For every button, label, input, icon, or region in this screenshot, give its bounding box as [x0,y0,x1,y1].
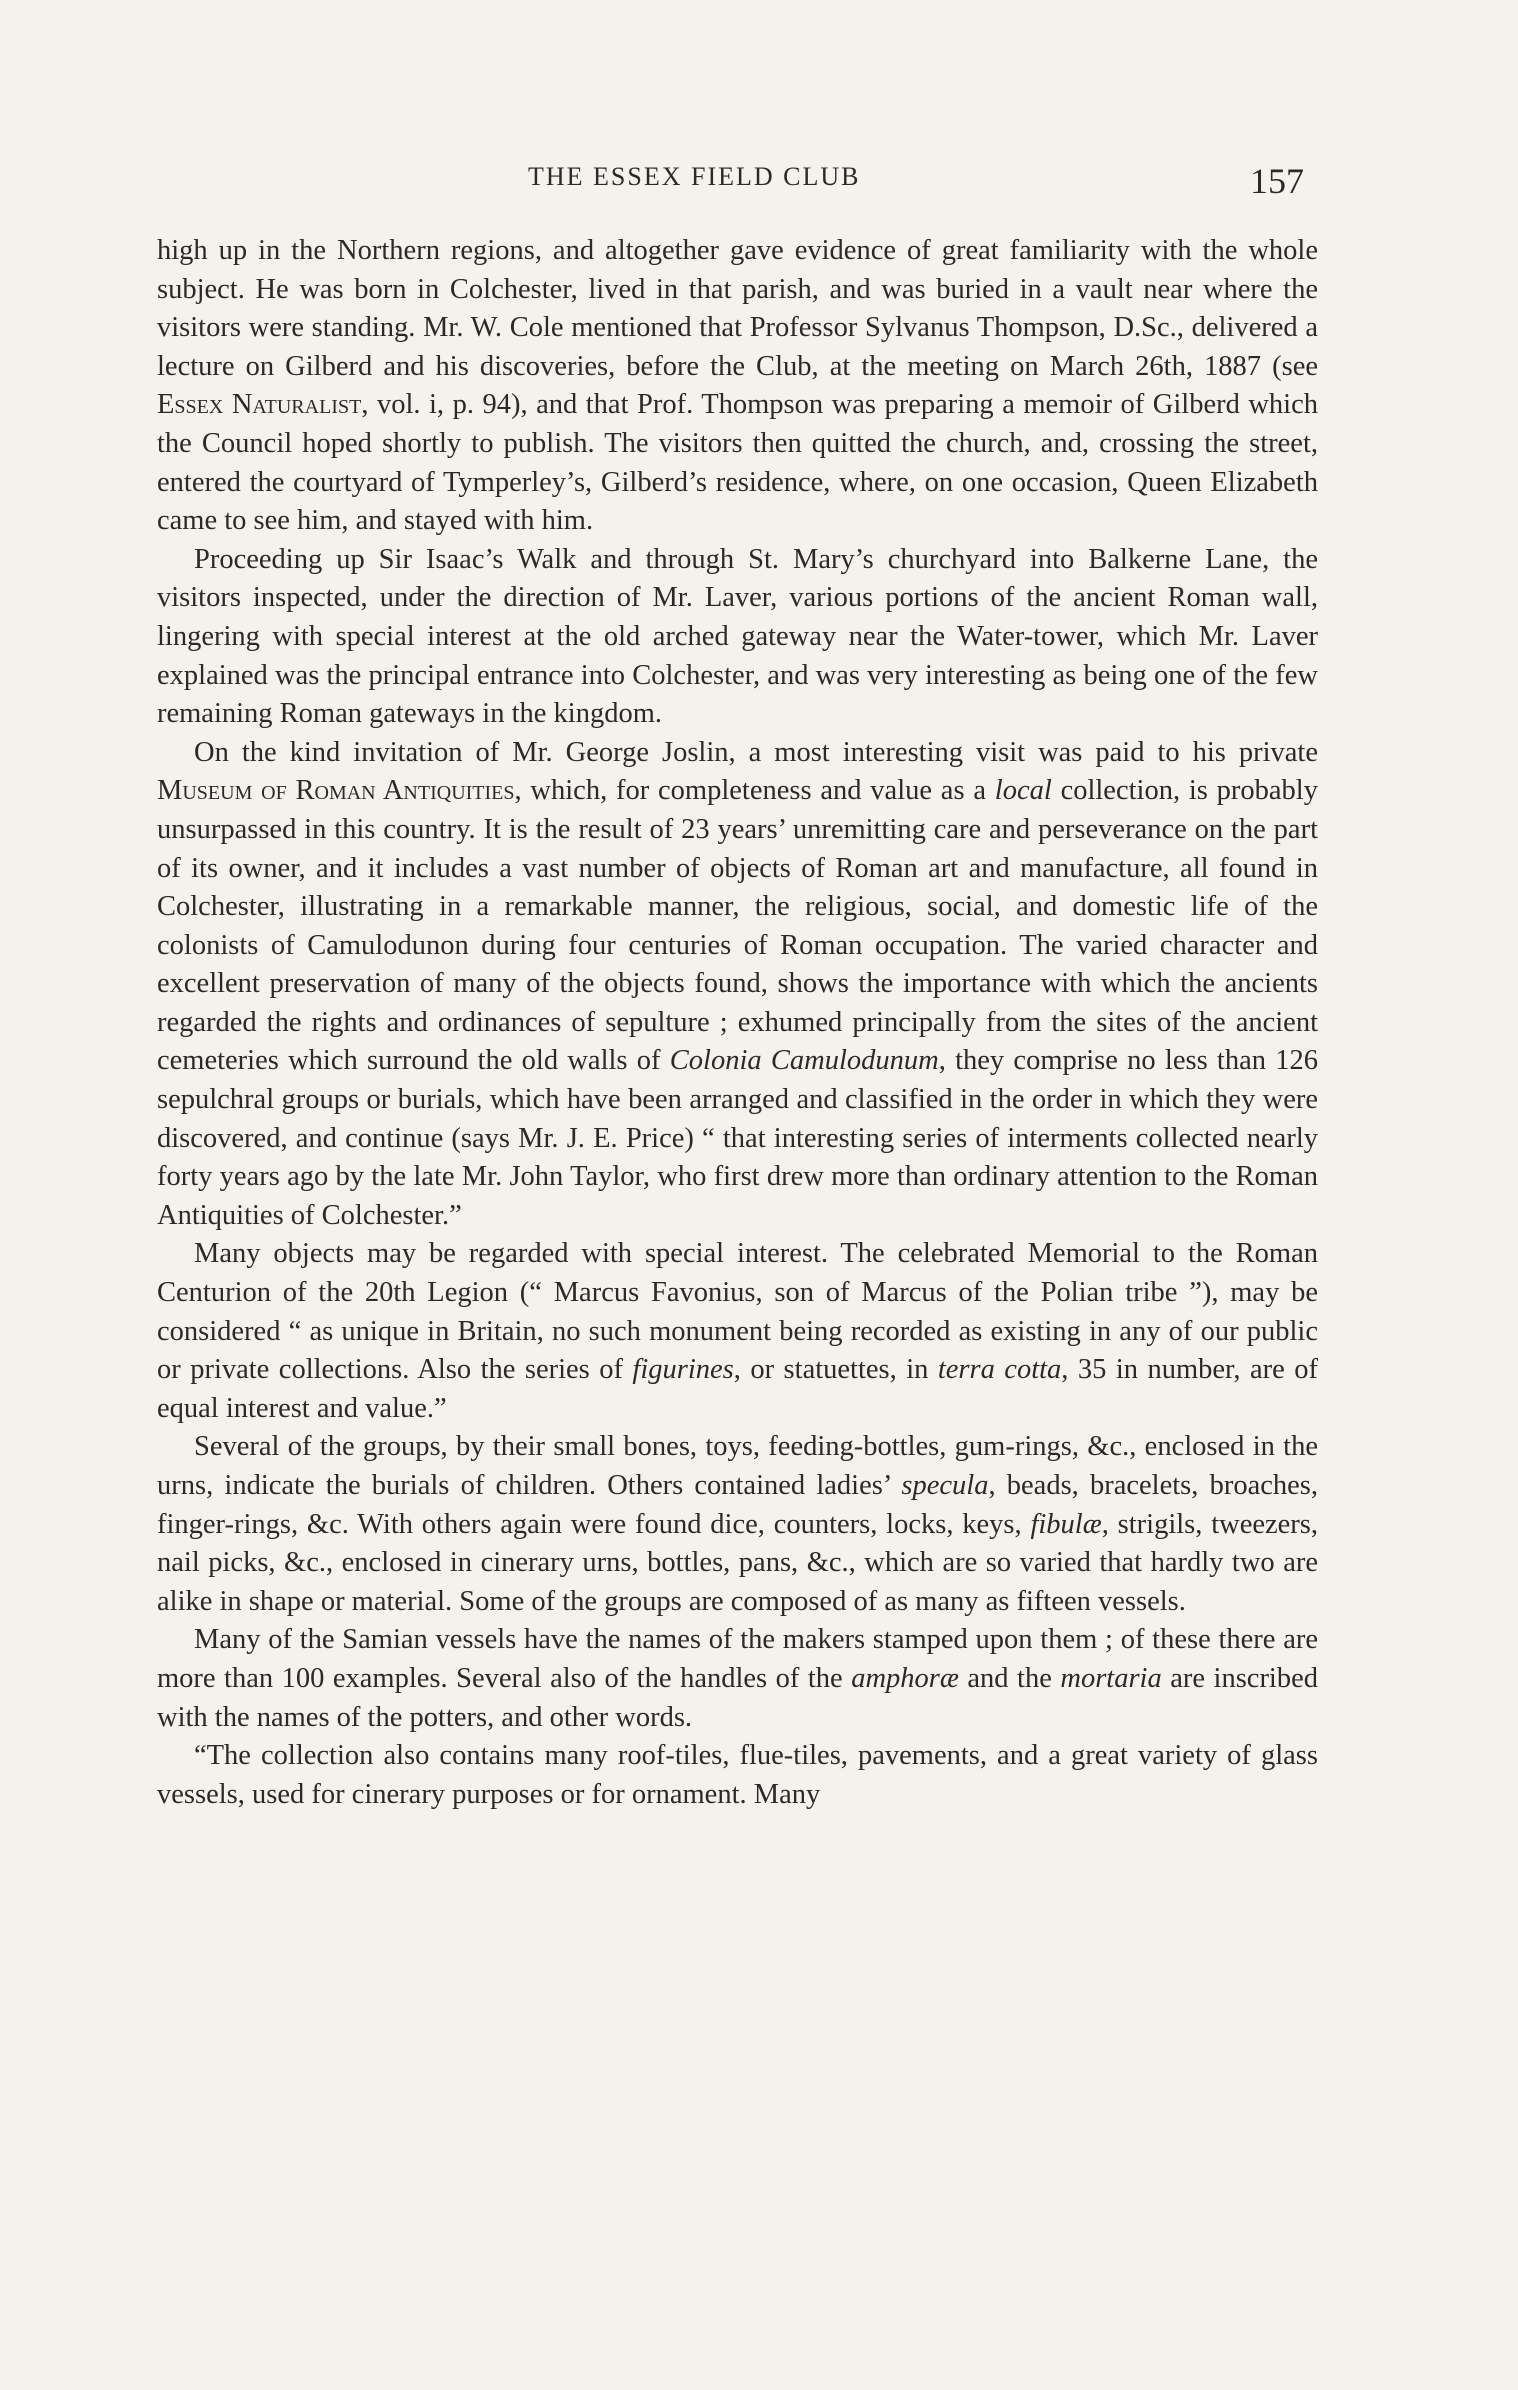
italic-text: terra cotta [937,1354,1062,1386]
italic-text: local [994,775,1052,807]
italic-text: specula [901,1470,989,1501]
text-run: , 35 in number, are of equal interest and value.” [157,1354,1318,1424]
text-run: Many objects may be regarded with special interest. The celebrated Memorial to the Roman Centurion of the 20th Legion (“ Marcus Favonius, son of Marcus of the Polian tribe ”), may be considered “ as unique in Britain, no such monument being recorded as existing in any of our public or private collections. Also the series of [157,1238,1318,1386]
italic-text: amphoræ [851,1662,959,1694]
text-run: , or statuettes, in [733,1354,938,1386]
paragraph-5 [157,1428,1318,1621]
paragraph-7 [157,1737,1318,1814]
paragraph-3 [157,734,1318,1236]
text-run: high up in the Northern regions, and altogether gave evidence of great familiarity with the whole subject. He was born in Colchester, lived in that parish, and was buried in a vault near where the visitors were standing. Mr. W. Cole mentioned that Professor Sylvanus Thompson, D.Sc., delivered a lecture on Gilberd and his discoveries, before the Club, at the meeting on March 26th, 1887 (see [157,235,1318,382]
text-run: , they comprise no less than 126 sepulchral groups or burials, which have been arranged and classified in the order in which they were discovered, and continue (says Mr. J. E. Price) “ that interesting series of interments collected nearly forty years ago by the late Mr. John Taylor, who first drew more than ordinary attention to the Roman Antiquities of Colchester.” [157,1045,1319,1231]
running-head-title: THE ESSEX FIELD CLUB [528,162,861,191]
text-run: Proceeding up Sir Isaac’s Walk and through St. Mary’s churchyard into Balkerne Lane, the visitors inspected, under the direction of Mr. Laver, various portions of the ancient Roman wall, lingering with special interest at the old arched gateway near the Water-tower, which Mr. Laver explained was the principal entrance into Colchester, and was very interesting as being one of the few remaining Roman gateways in the kingdom. [157,543,1318,730]
text-run: , strigils, tweezers, nail picks, &c., enclosed in cinerary urns, bottles, pans, &c., which are so varied that hardly two are alike in shape or material. Some of the groups are composed of as many as fifteen vessels. [157,1508,1318,1617]
italic-text: mortaria [1060,1662,1162,1694]
italic-text: figurines [632,1354,734,1386]
text-run: On the kind invitation of Mr. George Joslin, a most interesting visit was paid to his private [194,736,1318,768]
paragraph-1 [157,232,1318,541]
text-run: are inscribed with the names of the potters, and other words. [157,1662,1318,1733]
paragraph-2 [157,541,1318,734]
text-run: , beads, bracelets, broaches, finger-rings, &c. With others again were found dice, counters, locks, keys, [157,1470,1318,1540]
text-run: collection, is probably unsurpassed in this country. It is the result of 23 years’ unremitting care and perseverance on the part of its owner, and it includes a vast number of objects of Roman art and manufacture, all found in Colchester, illustrating in a remarkable manner, the religious, social, and domestic life of the colonists of Camulodunon during four centuries of Roman occupation. The varied character and excellent preservation of many of the objects found, shows the importance with which the ancients regarded the rights and ordinances of sepulture ; exhumed principally from the sites of the ancient cemeteries which surround the old walls of [157,775,1318,1077]
small-caps-text: Museum of Roman Antiquities [157,775,515,807]
text-run: , which, for completeness and value as a [514,775,995,807]
italic-text: Colonia Camulodunum [669,1045,939,1077]
text-run: , vol. i, p. 94), and that Prof. Thompson was preparing a memoir of Gilberd which the Council hoped shortly to publish. The visitors then quitted the church, and, crossing the street, entered the courtyard of Tymperley’s, Gilberd’s residence, where, on one occasion, Queen Elizabeth came to see him, and stayed with him. [157,389,1318,537]
page-number: 157 [1250,161,1304,201]
body-text [157,232,1318,1814]
italic-text: fibulæ [1030,1508,1102,1540]
paragraph-6 [157,1621,1318,1737]
small-caps-text: Essex Naturalist [157,389,362,421]
running-head [0,160,1518,210]
text-run: Several of the groups, by their small bones, toys, feeding-bottles, gum-rings, &c., enclosed in the urns, indicate the burials of children. Others contained ladies’ [157,1431,1318,1501]
paragraph-4 [157,1235,1318,1428]
text-run: Many of the Samian vessels have the names of the makers stamped upon them ; of these there are more than 100 examples. Several also of the handles of the [157,1624,1318,1694]
text-run: and the [958,1662,1061,1694]
text-run: “The collection also contains many roof-tiles, flue-tiles, pavements, and a great variety of glass vessels, used for cinerary purposes or for ornament. Many [157,1740,1318,1810]
